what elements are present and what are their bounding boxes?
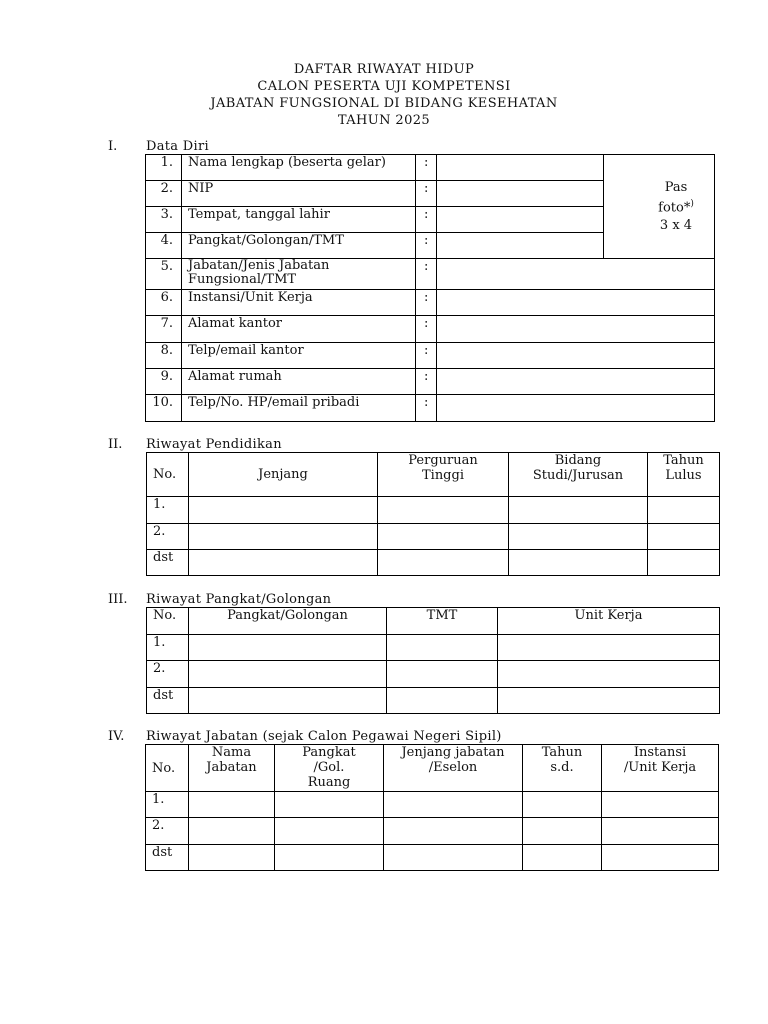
row-number: 8. xyxy=(146,343,182,369)
row-number: dst xyxy=(147,550,189,576)
input-cell[interactable] xyxy=(602,845,719,871)
title-line-3: JABATAN FUNGSIONAL DI BIDANG KESEHATAN xyxy=(210,96,558,111)
input-cell[interactable] xyxy=(498,661,720,688)
header-nama-jabatan: Nama Jabatan xyxy=(189,745,275,792)
section-1-label: Data Diri xyxy=(146,139,209,154)
section-1-number: I. xyxy=(108,139,118,154)
colon: : xyxy=(416,233,437,259)
colon: : xyxy=(416,259,437,290)
input-cell[interactable] xyxy=(189,661,387,688)
answer-field[interactable] xyxy=(437,207,604,233)
table-header-row xyxy=(147,453,720,497)
header-tahun-lulus: Tahun Lulus xyxy=(648,453,720,497)
input-cell[interactable] xyxy=(378,497,509,524)
input-cell[interactable] xyxy=(275,792,384,818)
table-row xyxy=(146,792,719,818)
document-title xyxy=(0,61,768,129)
colon: : xyxy=(416,155,437,181)
table-row xyxy=(146,395,715,422)
colon: : xyxy=(416,395,437,422)
section-4-number: IV. xyxy=(108,729,125,744)
input-cell[interactable] xyxy=(498,635,720,661)
header-bidang-studi: Bidang Studi/Jurusan xyxy=(509,453,648,497)
answer-field[interactable] xyxy=(437,233,604,259)
input-cell[interactable] xyxy=(384,792,523,818)
input-cell[interactable] xyxy=(387,688,498,714)
riwayat-pangkat-table xyxy=(146,607,720,714)
colon: : xyxy=(416,369,437,395)
header-unit-kerja: Unit Kerja xyxy=(498,608,720,635)
answer-field[interactable] xyxy=(437,369,715,395)
colon: : xyxy=(416,207,437,233)
input-cell[interactable] xyxy=(275,818,384,845)
input-cell[interactable] xyxy=(275,845,384,871)
table-row xyxy=(147,497,720,524)
header-perguruan-tinggi: Perguruan Tinggi xyxy=(378,453,509,497)
input-cell[interactable] xyxy=(189,524,378,550)
row-number: 7. xyxy=(146,316,182,343)
title-line-2: CALON PESERTA UJI KOMPETENSI xyxy=(257,79,511,94)
row-number: 1. xyxy=(147,635,189,661)
input-cell[interactable] xyxy=(189,792,275,818)
row-number: 2. xyxy=(146,181,182,207)
input-cell[interactable] xyxy=(189,688,387,714)
input-cell[interactable] xyxy=(523,818,602,845)
row-label: Jabatan/Jenis Jabatan Fungsional/TMT xyxy=(182,259,416,290)
row-label: Telp/No. HP/email pribadi xyxy=(182,395,416,422)
input-cell[interactable] xyxy=(189,845,275,871)
answer-field[interactable] xyxy=(437,259,715,290)
input-cell[interactable] xyxy=(648,550,720,576)
row-label: NIP xyxy=(182,181,416,207)
input-cell[interactable] xyxy=(387,635,498,661)
colon: : xyxy=(416,290,437,316)
input-cell[interactable] xyxy=(523,792,602,818)
table-row xyxy=(147,550,720,576)
table-row xyxy=(146,259,715,290)
header-pangkat-gol-ruang: Pangkat /Gol. Ruang xyxy=(275,745,384,792)
input-cell[interactable] xyxy=(509,524,648,550)
table-row xyxy=(147,635,720,661)
table-row xyxy=(147,661,720,688)
row-number: 9. xyxy=(146,369,182,395)
row-label: Tempat, tanggal lahir xyxy=(182,207,416,233)
input-cell[interactable] xyxy=(387,661,498,688)
header-instansi: Instansi /Unit Kerja xyxy=(602,745,719,792)
header-no: No. xyxy=(146,745,189,792)
section-3-label: Riwayat Pangkat/Golongan xyxy=(146,592,332,607)
answer-field[interactable] xyxy=(437,395,715,422)
photo-box: Pas foto*) 3 x 4 xyxy=(604,155,715,259)
table-header-row xyxy=(146,745,719,792)
input-cell[interactable] xyxy=(509,550,648,576)
table-row xyxy=(147,688,720,714)
table-row xyxy=(146,290,715,316)
row-number: 4. xyxy=(146,233,182,259)
row-number: dst xyxy=(146,845,189,871)
input-cell[interactable] xyxy=(189,635,387,661)
row-number: dst xyxy=(147,688,189,714)
header-tmt: TMT xyxy=(387,608,498,635)
row-number: 2. xyxy=(147,661,189,688)
riwayat-jabatan-table xyxy=(145,744,719,871)
table-row xyxy=(146,343,715,369)
row-number: 3. xyxy=(146,207,182,233)
colon: : xyxy=(416,343,437,369)
section-4-label: Riwayat Jabatan (sejak Calon Pegawai Negeri Sipil) xyxy=(146,729,502,744)
row-number: 1. xyxy=(147,497,189,524)
section-2-label: Riwayat Pendidikan xyxy=(146,437,282,452)
riwayat-pendidikan-table xyxy=(146,452,720,576)
row-number: 10. xyxy=(146,395,182,422)
answer-field[interactable] xyxy=(437,316,715,343)
table-row xyxy=(146,155,715,181)
input-cell[interactable] xyxy=(602,818,719,845)
header-tahun: Tahun s.d. xyxy=(523,745,602,792)
answer-field[interactable] xyxy=(437,343,715,369)
row-number: 6. xyxy=(146,290,182,316)
header-jenjang-jabatan: Jenjang jabatan /Eselon xyxy=(384,745,523,792)
row-number: 2. xyxy=(146,818,189,845)
header-jenjang: Jenjang xyxy=(189,453,378,497)
input-cell[interactable] xyxy=(523,845,602,871)
header-no: No. xyxy=(147,608,189,635)
colon: : xyxy=(416,316,437,343)
header-pangkat-golongan: Pangkat/Golongan xyxy=(189,608,387,635)
title-line-1: DAFTAR RIWAYAT HIDUP xyxy=(293,62,475,77)
section-3-number: III. xyxy=(108,592,128,607)
row-number: 5. xyxy=(146,259,182,290)
colon: : xyxy=(416,181,437,207)
answer-field[interactable] xyxy=(437,290,715,316)
section-2-number: II. xyxy=(108,437,123,452)
input-cell[interactable] xyxy=(648,524,720,550)
input-cell[interactable] xyxy=(602,792,719,818)
answer-field[interactable] xyxy=(437,181,604,207)
row-label: Nama lengkap (beserta gelar) xyxy=(182,155,416,181)
table-row xyxy=(146,845,719,871)
input-cell[interactable] xyxy=(378,550,509,576)
table-row xyxy=(146,818,719,845)
title-line-4: TAHUN 2025 xyxy=(337,113,431,128)
input-cell[interactable] xyxy=(189,818,275,845)
input-cell[interactable] xyxy=(378,524,509,550)
table-row xyxy=(146,316,715,343)
input-cell[interactable] xyxy=(384,845,523,871)
table-row xyxy=(147,524,720,550)
row-label: Alamat kantor xyxy=(182,316,416,343)
table-header-row xyxy=(147,608,720,635)
input-cell[interactable] xyxy=(509,497,648,524)
input-cell[interactable] xyxy=(189,497,378,524)
row-number: 2. xyxy=(147,524,189,550)
table-row xyxy=(146,369,715,395)
row-label: Pangkat/Golongan/TMT xyxy=(182,233,416,259)
header-no: No. xyxy=(147,453,189,497)
data-diri-table xyxy=(145,154,715,422)
row-number: 1. xyxy=(146,155,182,181)
row-label: Alamat rumah xyxy=(182,369,416,395)
input-cell[interactable] xyxy=(384,818,523,845)
input-cell[interactable] xyxy=(189,550,378,576)
input-cell[interactable] xyxy=(648,497,720,524)
row-label: Telp/email kantor xyxy=(182,343,416,369)
answer-field[interactable] xyxy=(437,155,604,181)
row-label: Instansi/Unit Kerja xyxy=(182,290,416,316)
row-number: 1. xyxy=(146,792,189,818)
input-cell[interactable] xyxy=(498,688,720,714)
